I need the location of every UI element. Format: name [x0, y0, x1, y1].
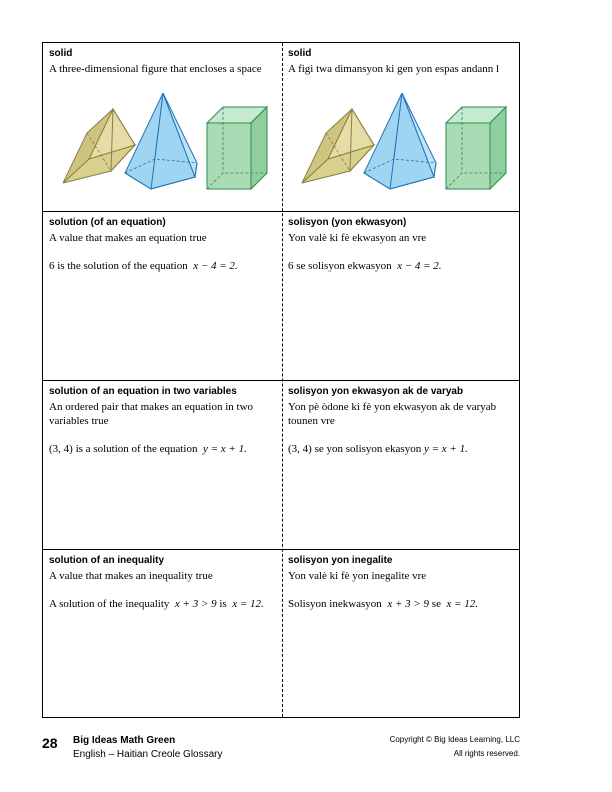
example-math: x + 3 > 9 [387, 598, 430, 610]
pyramid-figure [125, 93, 197, 189]
solid-figures-illustration [55, 93, 275, 193]
entry-solution-equation-ht [282, 212, 519, 380]
term: solisyon yon ekwasyon ak de varyab [288, 386, 464, 397]
definition: A value that makes an equation true [49, 232, 207, 244]
term: solid [49, 48, 73, 59]
example-math: x + 3 > 9 [174, 598, 217, 610]
entry-inequality-ht [282, 550, 519, 717]
term: solisyon yon inegalite [288, 555, 393, 566]
definition: A value that makes an inequality true [49, 570, 213, 582]
entry-solid-en [43, 43, 282, 211]
entry-inequality-en [43, 550, 282, 717]
definition: A figi twa dimansyon ki gen yon espas andann l [288, 63, 500, 75]
prism-figure [63, 109, 135, 183]
entry-two-variables-ht [282, 381, 519, 549]
entry-solution-equation-en [43, 212, 282, 380]
example [49, 442, 276, 456]
example-math: x = 12. [232, 598, 264, 610]
entry-two-variables-en [43, 381, 282, 549]
example-text: se yon solisyon ekasyon [314, 443, 422, 455]
definition: A three-dimensional figure that encloses a space [49, 63, 262, 75]
prism-figure [302, 109, 374, 183]
example [288, 597, 513, 611]
ordered-pair: (3, 4) [288, 443, 312, 455]
example-text: 6 se solisyon ekwasyon [288, 260, 392, 272]
example-math: x − 4 = 2. [193, 260, 238, 272]
example-text: Solisyon inekwasyon [288, 598, 382, 610]
example-text: 6 is the solution of the equation [49, 260, 188, 272]
definition: Yon pè òdone ki fè yon ekwasyon ak de varyab tounen vre [288, 401, 497, 427]
rights-reserved: All rights reserved. [453, 749, 520, 758]
term: solution of an equation in two variables [49, 386, 237, 397]
term: solisyon (yon ekwasyon) [288, 217, 407, 228]
example [288, 259, 513, 273]
definition: An ordered pair that makes an equation in two variables true [49, 401, 254, 427]
example [288, 442, 513, 456]
cube-figure [446, 107, 506, 189]
page-number: 28 [42, 735, 58, 751]
example-text: is [219, 598, 227, 610]
cube-figure [207, 107, 267, 189]
example-text: se [431, 598, 441, 610]
copyright: Copyright © Big Ideas Learning, LLC [389, 735, 520, 744]
example-text: A solution of the inequality [49, 598, 170, 610]
example-text: is a solution of the equation [75, 443, 198, 455]
pyramid-figure [364, 93, 436, 189]
example-math: y = x + 1. [202, 443, 247, 455]
glossary-grid [42, 42, 520, 718]
glossary-title: English – Haitian Creole Glossary [73, 749, 223, 760]
definition: Yon valè ki fè yon inegalite vre [288, 570, 427, 582]
example-math: y = x + 1. [423, 443, 468, 455]
term: solution (of an equation) [49, 217, 166, 228]
book-title: Big Ideas Math Green [73, 735, 176, 746]
example [49, 259, 276, 273]
example-math: x − 4 = 2. [397, 260, 442, 272]
definition: Yon valè ki fè ekwasyon an vre [288, 232, 427, 244]
ordered-pair: (3, 4) [49, 443, 73, 455]
solid-figures-illustration [294, 93, 514, 193]
entry-solid-ht [282, 43, 519, 211]
example [49, 597, 276, 611]
term: solution of an inequality [49, 555, 164, 566]
example-math: x = 12. [446, 598, 479, 610]
term: solid [288, 48, 312, 59]
